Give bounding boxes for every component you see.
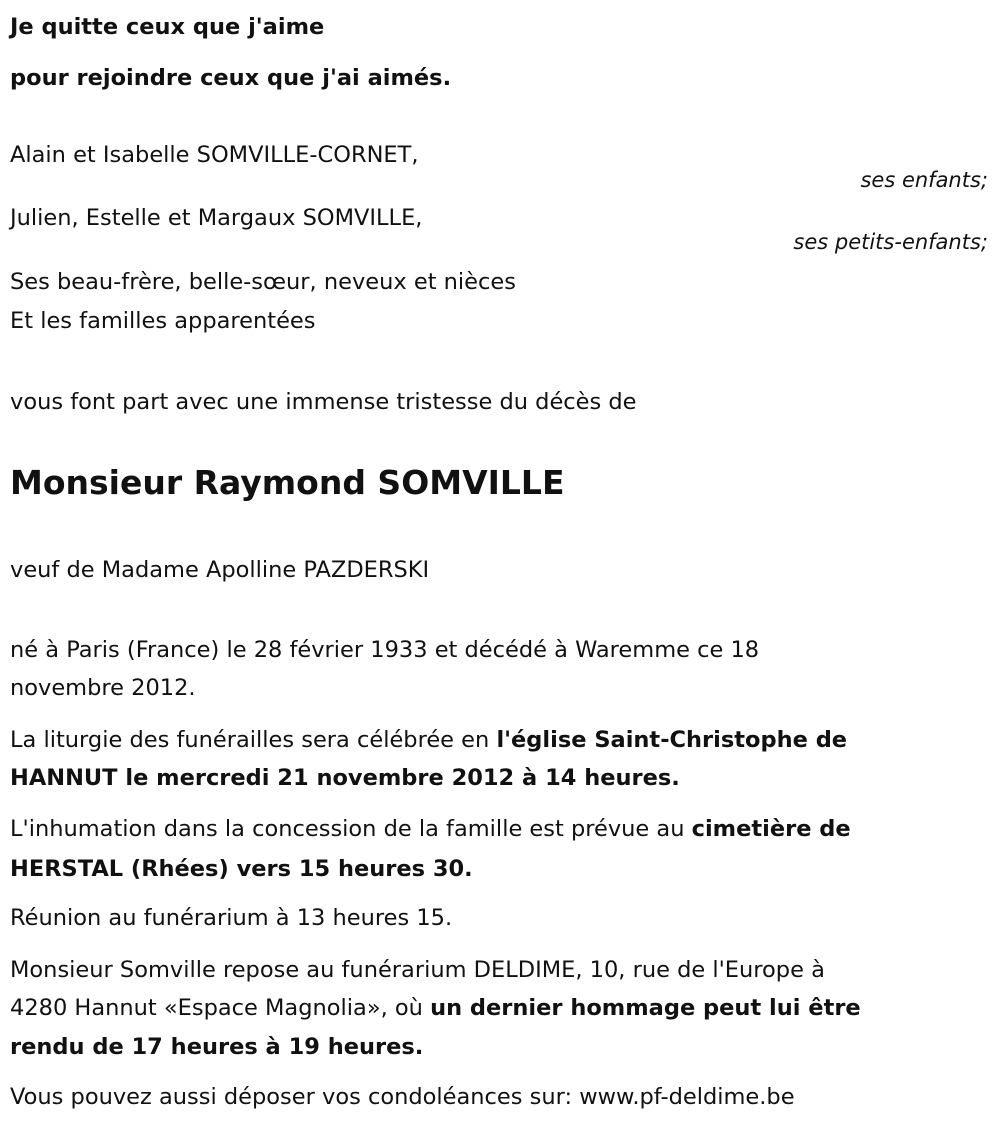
repose-line-1: Monsieur Somville repose au funérarium DELDIME, 10, rue de l'Europe à [10,957,825,983]
epigraph-line-2: pour rejoindre ceux que j'ai aimés. [10,65,452,91]
meeting: Réunion au funérarium à 13 heures 15. [10,905,453,931]
other-relatives: Ses beau-frère, belle-sœur, neveux et nièces [10,269,516,295]
condolences-link[interactable]: www.pf-deldime.be [579,1084,795,1110]
repose-hours: rendu de 17 heures à 19 heures. [10,1034,424,1060]
repose-address: 4280 Hannut «Espace Magnolia», où [10,995,431,1021]
widower-of: veuf de Madame Apolline PAZDERSKI [10,557,430,583]
condolences-text: Vous pouvez aussi déposer vos condoléances sur: [10,1084,580,1110]
repose-tribute: un dernier hommage peut lui être [430,995,861,1021]
burial-time: HERSTAL (Rhées) vers 15 heures 30. [10,856,473,882]
grandchildren-names: Julien, Estelle et Margaux SOMVILLE, [10,205,423,231]
repose-line-2 [10,989,988,1027]
birth-death-line-2: novembre 2012. [10,675,196,701]
deceased-name: Monsieur Raymond SOMVILLE [10,463,565,502]
children-role: ses enfants; [860,168,988,192]
birth-death-line-1: né à Paris (France) le 28 février 1933 et décédé à Waremme ce 18 [10,637,760,663]
liturgy-line-1 [10,721,988,759]
burial-cemetery: cimetière de [691,816,851,842]
grandchildren-role: ses petits-enfants; [793,230,988,254]
condolences [10,1078,988,1116]
related-families: Et les familles apparentées [10,308,316,334]
liturgy-date: HANNUT le mercredi 21 novembre 2012 à 14 heures. [10,765,680,791]
epigraph-line-1: Je quitte ceux que j'aime [10,14,325,40]
liturgy-church: l'église Saint-Christophe de [496,727,848,753]
liturgy-text: La liturgie des funérailles sera célébrée en [10,727,497,753]
burial-text: L'inhumation dans la concession de la famille est prévue au [10,816,692,842]
burial-line-1 [10,810,988,848]
announcement: vous font part avec une immense tristesse du décès de [10,389,637,415]
children-names: Alain et Isabelle SOMVILLE-CORNET, [10,142,419,168]
